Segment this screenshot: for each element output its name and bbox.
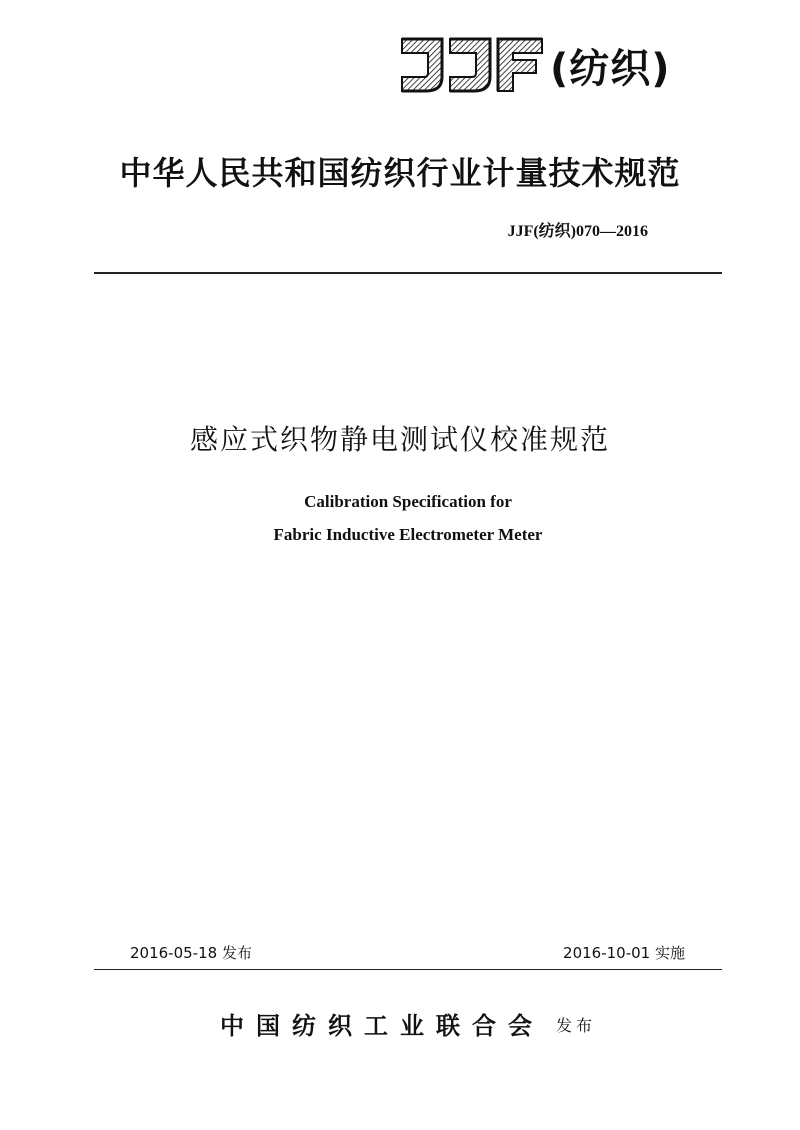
standard-number: JJF(纺织)070—2016 (507, 223, 648, 240)
document-title-en-line1: Calibration Specification for (304, 492, 512, 511)
issue-date: 2016-05-18 发布 (130, 944, 252, 962)
publisher-name: 中国纺织工业联合会 (220, 1011, 544, 1040)
top-divider (94, 272, 722, 274)
bottom-divider (94, 969, 722, 970)
document-title-cn: 感应式织物静电测试仪校准规范 (189, 423, 610, 456)
document-title-en-line2: Fabric Inductive Electrometer Meter (273, 525, 543, 544)
jjf-emblem-icon (396, 33, 546, 97)
header-title: 中华人民共和国纺织行业计量技术规范 (119, 154, 681, 192)
jjf-logo (396, 30, 671, 100)
implement-date: 2016-10-01 实施 (563, 944, 685, 962)
logo-suffix: (纺织) (550, 45, 671, 92)
publish-label: 发布 (556, 1016, 597, 1035)
